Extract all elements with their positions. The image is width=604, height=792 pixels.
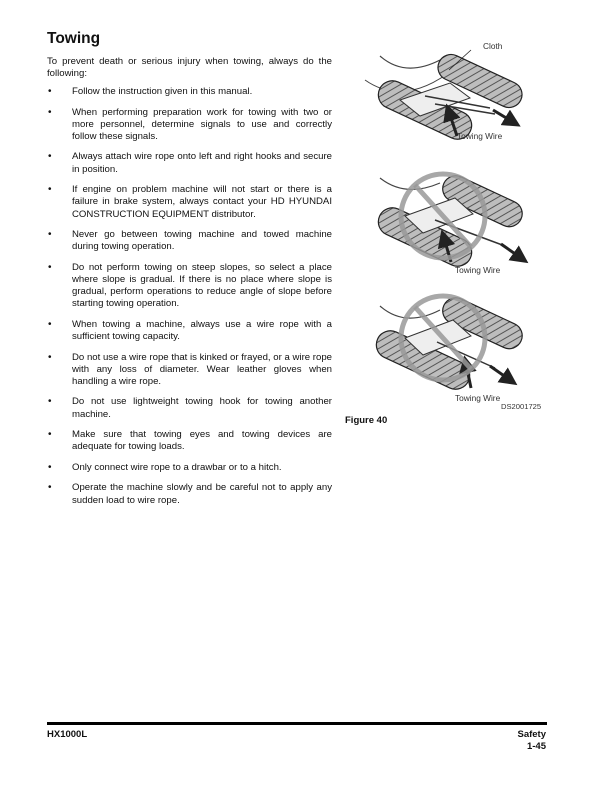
- bullet-icon: •: [48, 396, 52, 408]
- list-item: • Do not use lightweight towing hook for towing another machine.: [48, 396, 332, 420]
- list-item: • Always attach wire rope onto left and right hooks and secure in position.: [48, 151, 332, 175]
- list-item: • If engine on problem machine will not start or there is a failure in brake system, always contact your HD HYUNDAI CONSTRUCTION EQUIPMENT distributor.: [48, 184, 332, 220]
- list-item: • Only connect wire rope to a drawbar or to a hitch.: [48, 461, 282, 473]
- bullet-icon: •: [48, 461, 52, 473]
- footer-section: Safety: [517, 729, 546, 740]
- panel-prohibited-towing-1: [374, 171, 527, 275]
- footer-model: HX1000L: [47, 729, 88, 740]
- callout-cloth: Cloth: [483, 41, 503, 51]
- list-item: • Operate the machine slowly and be careful not to apply any sudden load to wire rope.: [48, 482, 332, 506]
- bullet-icon: •: [48, 429, 52, 441]
- callout-towing-wire-1: Towing Wire: [457, 131, 503, 141]
- bullet-icon: •: [48, 106, 52, 118]
- figure-caption: Figure 40: [345, 415, 388, 426]
- list-item: • Do not perform towing on steep slopes, so select a place where slope is gradual. If there is no place where slope is gradual, perform operations to reduce angle of slope before starting towing operation.: [48, 261, 332, 310]
- callout-towing-wire-3: Towing Wire: [455, 393, 501, 403]
- drawing-id: DS2001725: [501, 402, 542, 411]
- bullet-icon: •: [48, 151, 52, 163]
- list-item: • Never go between towing machine and towed machine during towing operation.: [48, 229, 332, 253]
- callout-towing-wire-2: Towing Wire: [455, 265, 501, 275]
- panel-prohibited-towing-2: [372, 293, 541, 411]
- towing-illustration: [345, 38, 550, 413]
- list-item: • When performing preparation work for towing with two or more personnel, determine signals to use and correctly follow these signals.: [48, 106, 332, 142]
- list-item: • Do not use a wire rope that is kinked or frayed, or a wire rope with any loss of diameter. Wear leather gloves when handling a wire rope.: [48, 351, 332, 387]
- list-item: • Make sure that towing eyes and towing devices are adequate for towing loads.: [48, 429, 332, 453]
- intro-paragraph: To prevent death or serious injury when towing, always do the following:: [47, 56, 332, 80]
- footer-page-info: [517, 729, 546, 753]
- bullet-icon: •: [48, 261, 52, 273]
- list-item: • Follow the instruction given in this manual.: [48, 86, 253, 97]
- bullet-icon: •: [48, 184, 52, 196]
- panel-correct-towing: [365, 41, 526, 144]
- footer-page-number: 1-45: [526, 741, 546, 752]
- bullet-icon: •: [48, 229, 52, 241]
- footer-rule: [47, 722, 547, 725]
- bullet-icon: •: [48, 86, 52, 97]
- bullet-icon: •: [48, 351, 52, 363]
- page-title: Towing: [47, 30, 101, 47]
- list-item: • When towing a machine, always use a wire rope with a sufficient towing capacity.: [48, 318, 332, 343]
- bullet-icon: •: [48, 482, 52, 494]
- bullet-icon: •: [48, 318, 52, 330]
- towing-instructions-list: [47, 86, 332, 515]
